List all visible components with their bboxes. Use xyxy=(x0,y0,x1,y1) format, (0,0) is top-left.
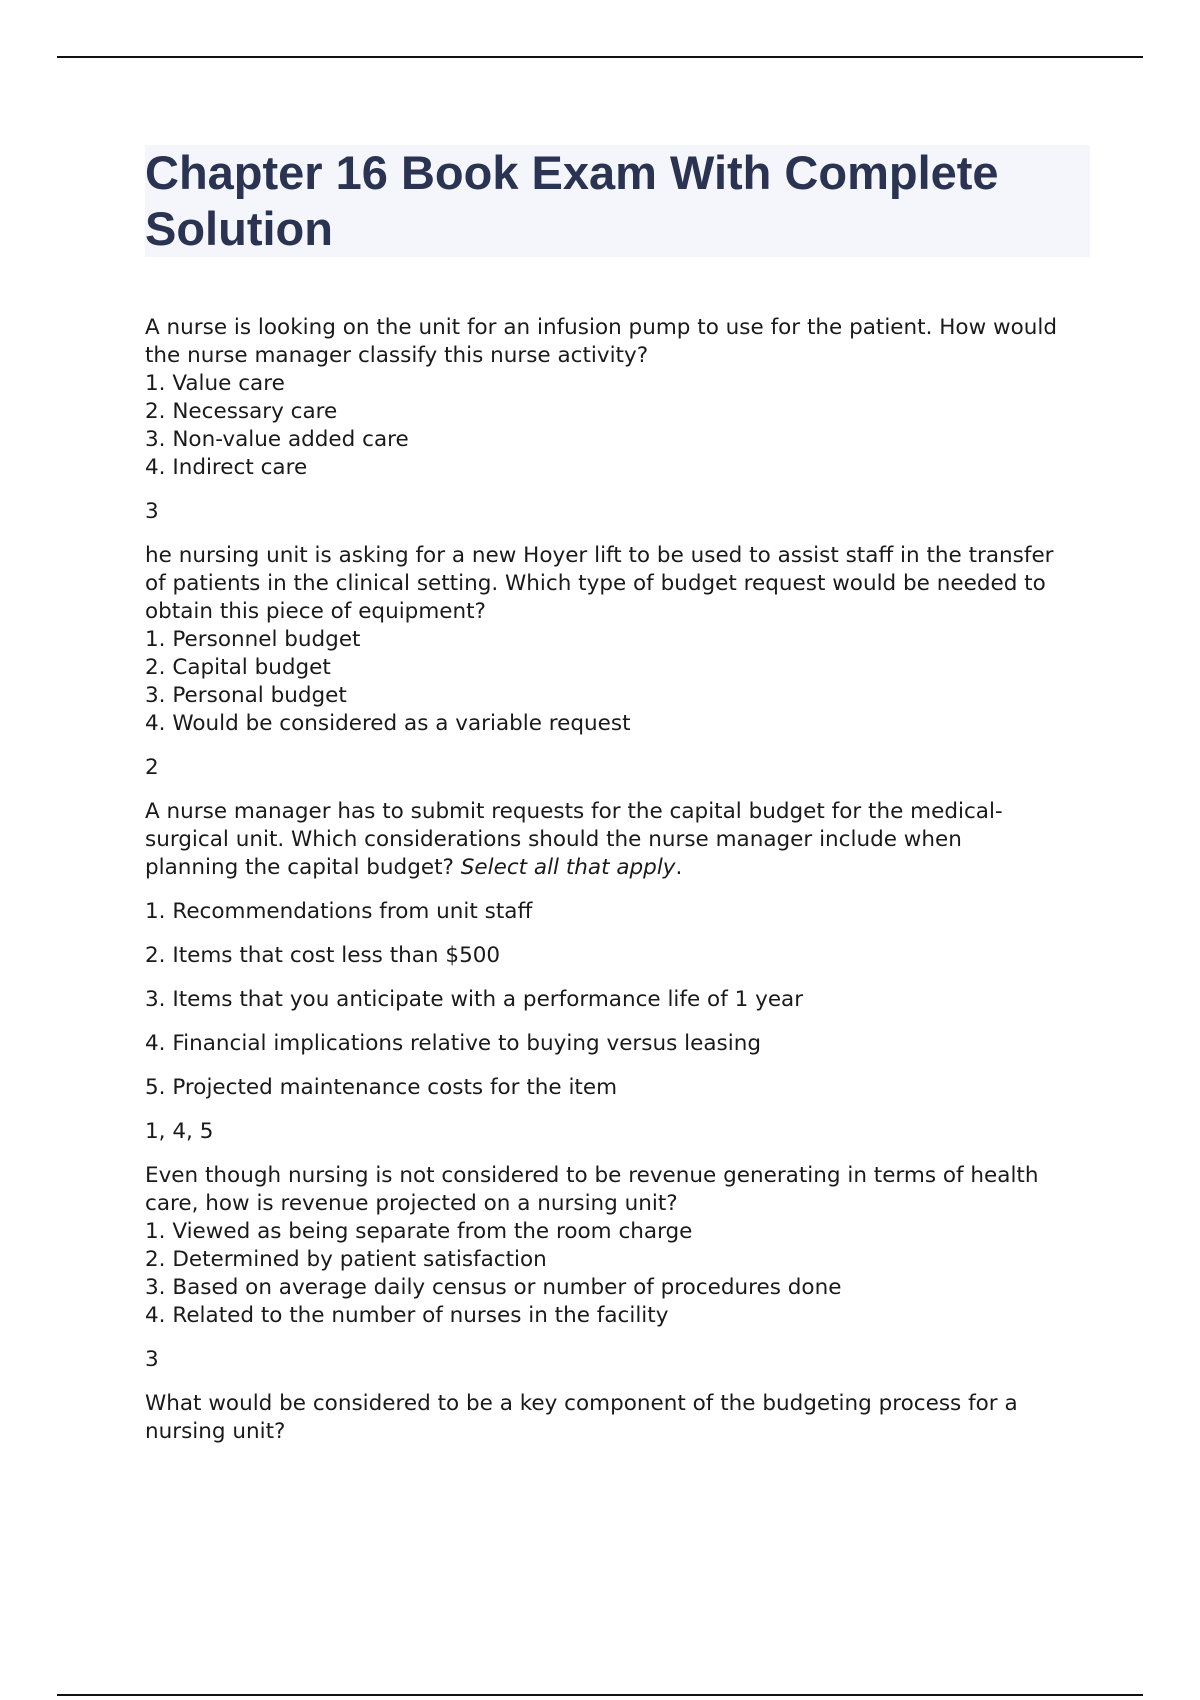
document-body xyxy=(145,314,1090,1446)
correct-answer: 3 xyxy=(145,499,159,524)
question-block xyxy=(145,1162,1090,1374)
header-rule xyxy=(57,56,1143,58)
answer-option: 4. Would be considered as a variable request xyxy=(145,711,631,736)
answer-option: 4. Related to the number of nurses in the facility xyxy=(145,1303,669,1328)
question-text-segment: . xyxy=(675,855,683,880)
select-all-instruction: Select all that apply xyxy=(460,855,676,880)
document-title: Chapter 16 Book Exam With Complete Solution xyxy=(145,146,999,255)
answer-option: 2. Determined by patient satisfaction xyxy=(145,1247,547,1272)
answer-option: 2. Capital budget xyxy=(145,655,331,680)
question-text: Even though nursing is not considered to be revenue generating in terms of health xyxy=(145,1163,1039,1188)
answer-option: 1. Personnel budget xyxy=(145,627,361,652)
answer-option: 5. Projected maintenance costs for the item xyxy=(145,1075,618,1100)
question-block xyxy=(145,798,1090,1146)
question-text xyxy=(145,854,1090,882)
question-text: care, how is revenue projected on a nursing unit? xyxy=(145,1191,678,1216)
answer-option: 3. Personal budget xyxy=(145,683,347,708)
question-text: A nurse manager has to submit requests for the capital budget for the medical- xyxy=(145,799,1003,824)
question-text: A nurse is looking on the unit for an infusion pump to use for the patient. How would xyxy=(145,315,1057,340)
answer-option: 3. Items that you anticipate with a performance life of 1 year xyxy=(145,987,804,1012)
correct-answer: 1, 4, 5 xyxy=(145,1119,214,1144)
question-text: What would be considered to be a key component of the budgeting process for a xyxy=(145,1391,1018,1416)
correct-answer: 2 xyxy=(145,755,159,780)
question-text: the nurse manager classify this nurse activity? xyxy=(145,343,649,368)
answer-option: 4. Indirect care xyxy=(145,455,308,480)
question-text: nursing unit? xyxy=(145,1419,286,1444)
answer-option: 3. Based on average daily census or number of procedures done xyxy=(145,1275,842,1300)
answer-option: 1. Viewed as being separate from the room charge xyxy=(145,1219,693,1244)
question-text: surgical unit. Which considerations should the nurse manager include when xyxy=(145,827,962,852)
answer-option: 4. Financial implications relative to buying versus leasing xyxy=(145,1031,761,1056)
correct-answer: 3 xyxy=(145,1347,159,1372)
question-block xyxy=(145,1390,1090,1446)
question-text-segment: planning the capital budget? xyxy=(145,855,461,880)
question-text: obtain this piece of equipment? xyxy=(145,599,486,624)
answer-option: 2. Necessary care xyxy=(145,399,338,424)
answer-option: 1. Value care xyxy=(145,371,285,396)
answer-option: 1. Recommendations from unit staff xyxy=(145,899,533,924)
title-banner xyxy=(145,145,1090,257)
question-text: he nursing unit is asking for a new Hoyer lift to be used to assist staff in the transfer xyxy=(145,543,1054,568)
answer-option: 3. Non-value added care xyxy=(145,427,409,452)
question-block xyxy=(145,542,1090,782)
question-block xyxy=(145,314,1090,526)
question-text: of patients in the clinical setting. Which type of budget request would be needed to xyxy=(145,571,1046,596)
footer-rule xyxy=(57,1694,1143,1696)
answer-option: 2. Items that cost less than $500 xyxy=(145,943,501,968)
